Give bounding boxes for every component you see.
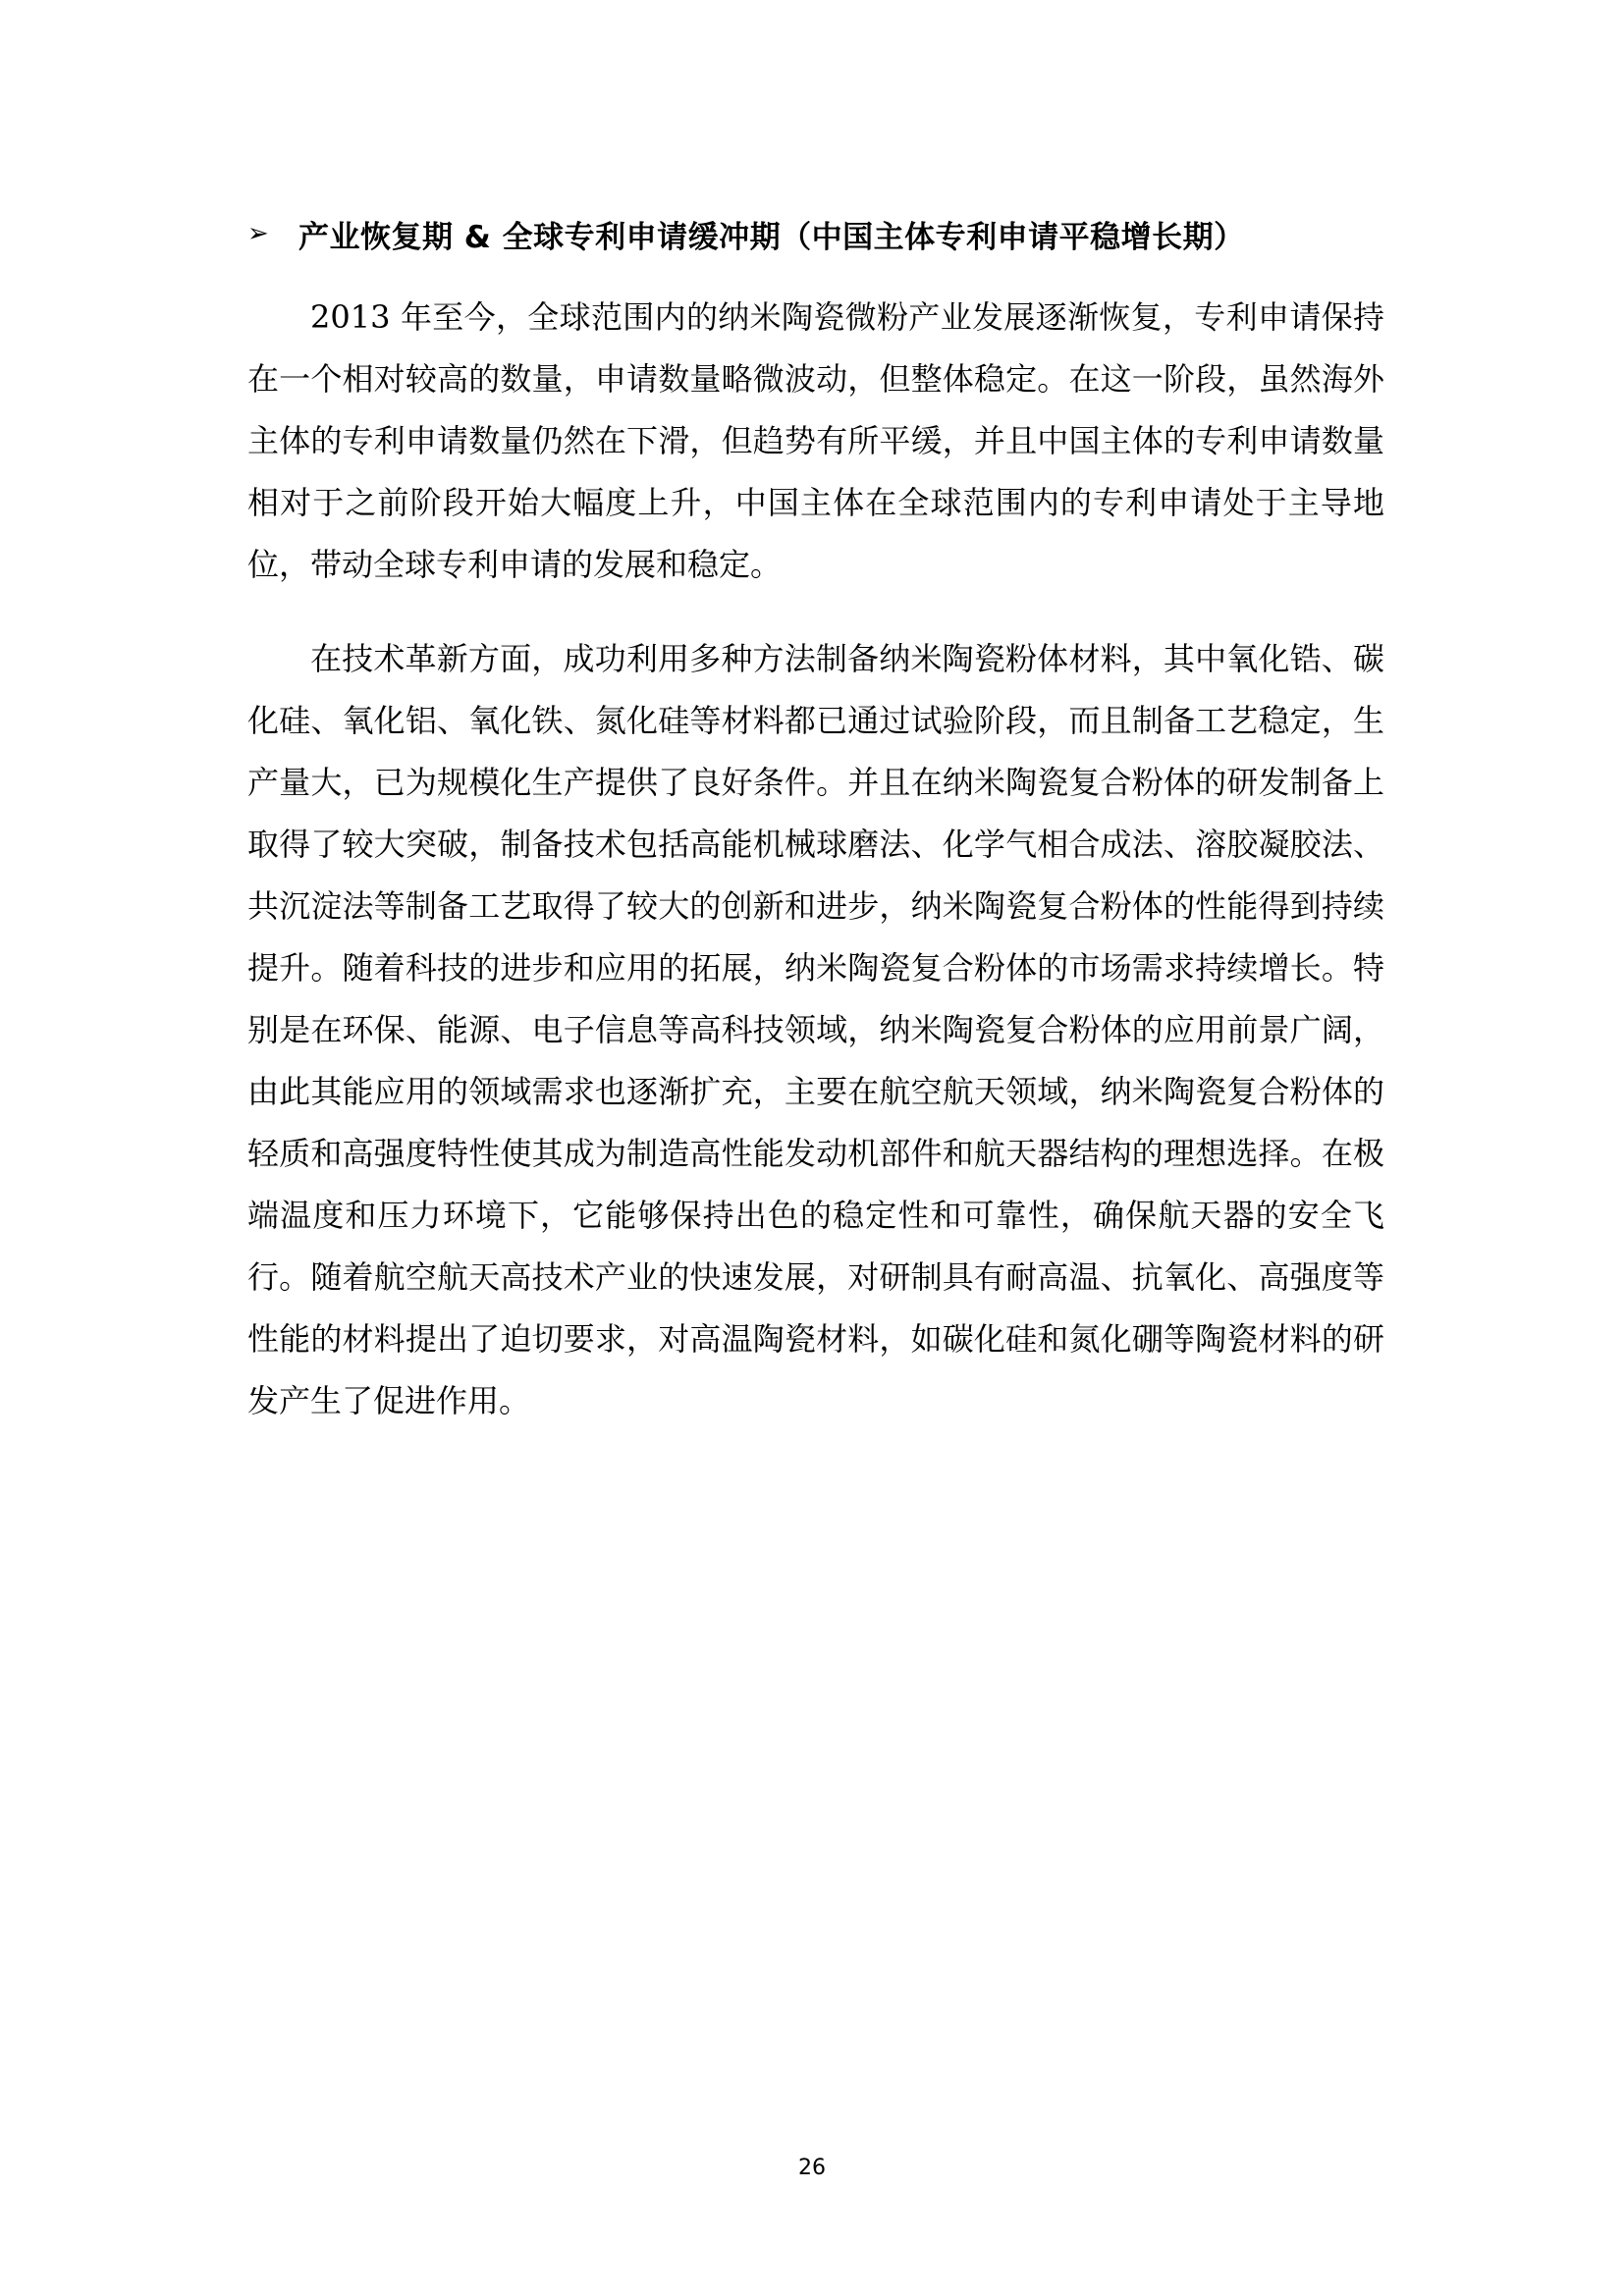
- arrow-bullet-icon: ➢: [247, 219, 270, 248]
- section-heading-text: 产业恢复期 & 全球专利申请缓冲期（中国主体专利申请平稳增长期）: [298, 219, 1245, 255]
- paragraph-1: 2013 年至今，全球范围内的纳米陶瓷微粉产业发展逐渐恢复，专利申请保持在一个相对较高的数量，申请数量略微波动，但整体稳定。在这一阶段，虽然海外主体的专利申请数量仍然在下滑，但趋势有所平缓，并且中国主体的专利申请数量相对于之前阶段开始大幅度上升，中国主体在全球范围内的专利申请处于主导地位，带动全球专利申请的发展和稳定。: [247, 298, 1384, 583]
- paragraph-2: 在技术革新方面，成功利用多种方法制备纳米陶瓷粉体材料，其中氧化锆、碳化硅、氧化铝、氧化铁、氮化硅等材料都已通过试验阶段，而且制备工艺稳定，生产量大，已为规模化生产提供了良好条件。并且在纳米陶瓷复合粉体的研发制备上取得了较大突破，制备技术包括高能机械球磨法、化学气相合成法、溶胶凝胶法、共沉淀法等制备工艺取得了较大的创新和进步，纳米陶瓷复合粉体的性能得到持续提升。随着科技的进步和应用的拓展，纳米陶瓷复合粉体的市场需求持续增长。特别是在环保、能源、电子信息等高科技领域，纳米陶瓷复合粉体的应用前景广阔，由此其能应用的领域需求也逐渐扩充，主要在航空航天领域，纳米陶瓷复合粉体的轻质和高强度特性使其成为制造高性能发动机部件和航天器结构的理想选择。在极端温度和压力环境下，它能够保持出色的稳定性和可靠性，确保航天器的安全飞行。随着航空航天高技术产业的快速发展，对研制具有耐高温、抗氧化、高强度等性能的材料提出了迫切要求，对高温陶瓷材料，如碳化硅和氮化硼等陶瓷材料的研发产生了促进作用。: [247, 640, 1384, 1419]
- page-number: 26: [798, 2156, 826, 2180]
- section-heading: [247, 206, 1406, 261]
